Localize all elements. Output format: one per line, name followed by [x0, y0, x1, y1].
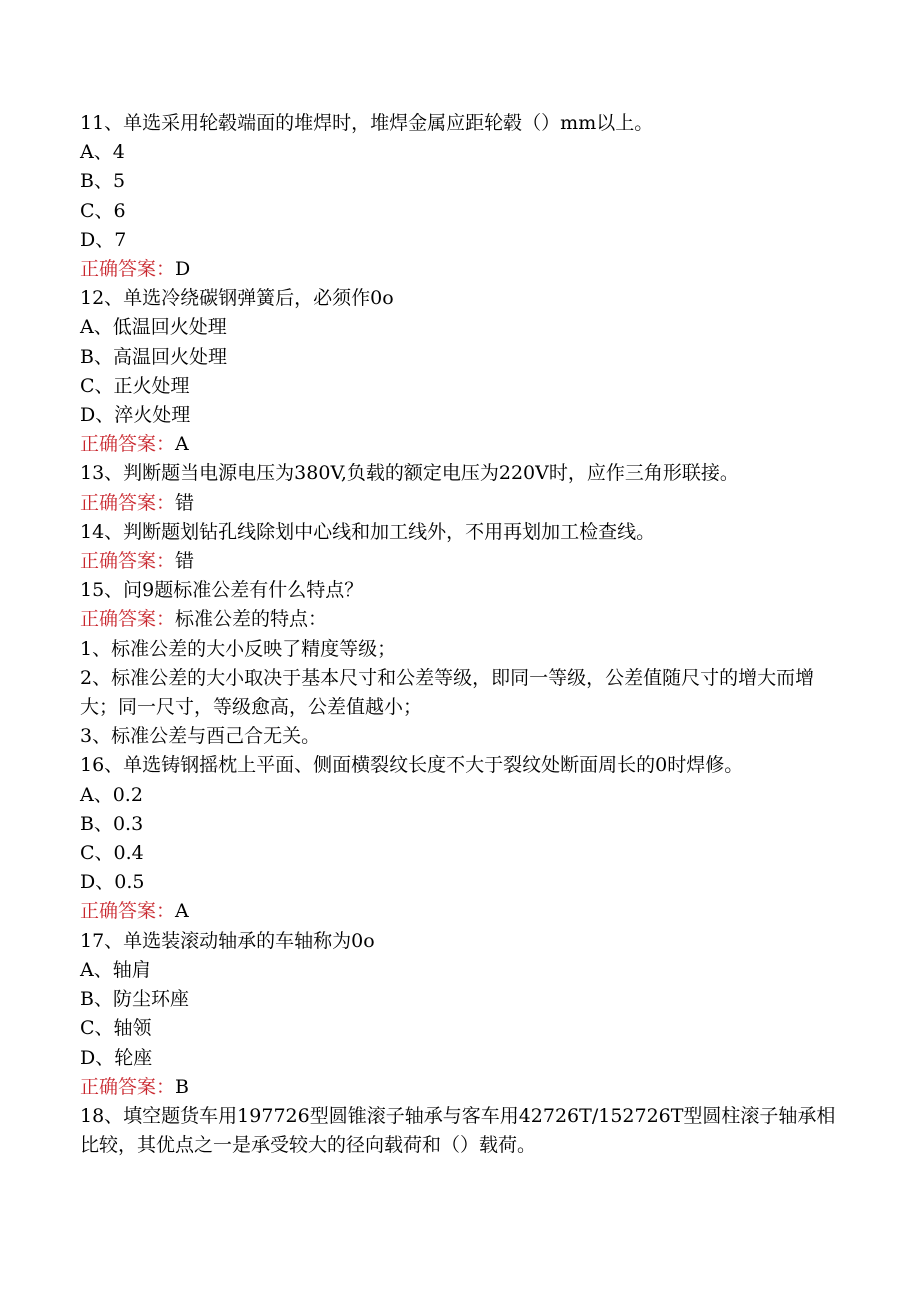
option-c: C、正火处理 [80, 374, 190, 397]
answer-label: 正确答案： [80, 608, 176, 631]
answer-line [80, 547, 840, 576]
answer-line [80, 430, 840, 459]
answer-value: 错 [175, 550, 195, 573]
explanation-line: 3、标准公差与酉己合无关。 [80, 725, 321, 748]
answer-value: D [175, 258, 191, 281]
answer-value: 错 [175, 491, 195, 514]
answer-line [80, 897, 840, 926]
question-list [80, 109, 840, 1160]
option-b: B、0.3 [80, 812, 144, 835]
explanation-line: 2、标准公差的大小取决于基本尺寸和公差等级，即同一等级，公差值随尺寸的增大而增大；同一尺寸，等级愈高，公差值越小； [80, 666, 815, 719]
question-stem: 13、判断题当电源电压为380V,负载的额定电压为220V时，应作三角形联接。 [80, 462, 739, 485]
option-a: A、低温回火处理 [80, 316, 227, 339]
answer-label: 正确答案： [80, 258, 176, 281]
question-stem: 12、单选冷绕碳钢弹簧后，必须作0o [80, 287, 394, 310]
answer-label: 正确答案： [80, 900, 176, 923]
option-a: A、0.2 [80, 783, 143, 806]
question-stem: 17、单选装滚动轴承的车轴称为0o [80, 929, 375, 952]
answer-label: 正确答案： [80, 433, 176, 456]
option-c: C、6 [80, 199, 126, 222]
answer-label: 正确答案： [80, 550, 176, 573]
answer-value: B [175, 1075, 189, 1098]
answer-value: A [175, 900, 189, 923]
option-d: D、淬火处理 [80, 404, 191, 427]
option-b: B、高温回火处理 [80, 345, 227, 368]
question-stem: 14、判断题划钻孔线除划中心线和加工线外，不用再划加工检查线。 [80, 520, 656, 543]
option-c: C、轴领 [80, 1017, 152, 1040]
option-d: D、7 [80, 228, 127, 251]
question-stem: 16、单选铸钢摇枕上平面、侧面横裂纹长度不大于裂纹处断面周长的0时焊修。 [80, 754, 744, 777]
answer-label: 正确答案： [80, 491, 176, 514]
question-stem: 15、问9题标准公差有什么特点？ [80, 579, 364, 602]
option-d: D、轮座 [80, 1046, 153, 1069]
option-c: C、0.4 [80, 842, 144, 865]
answer-value: A [175, 433, 189, 456]
option-d: D、0.5 [80, 871, 145, 894]
answer-line [80, 255, 840, 284]
answer-line [80, 1073, 840, 1102]
answer-line [80, 605, 840, 634]
question-stem: 11、单选采用轮毂端面的堆焊时，堆焊金属应距轮毂（）mm以上。 [80, 112, 654, 134]
explanation-line: 1、标准公差的大小反映了精度等级； [80, 637, 397, 660]
answer-label: 正确答案： [80, 1075, 176, 1098]
option-a: A、4 [80, 141, 125, 164]
option-a: A、轴肩 [80, 958, 151, 981]
option-b: B、防尘环座 [80, 988, 189, 1011]
answer-value: 标准公差的特点： [175, 608, 328, 631]
question-stem: 18、填空题货车用197726型圆锥滚子轴承与客车用42726T/152726T型圆柱滚子轴承相比较，其优点之一是承受较大的径向载荷和（）载荷。 [80, 1104, 836, 1157]
option-b: B、5 [80, 170, 126, 193]
answer-line [80, 489, 840, 518]
